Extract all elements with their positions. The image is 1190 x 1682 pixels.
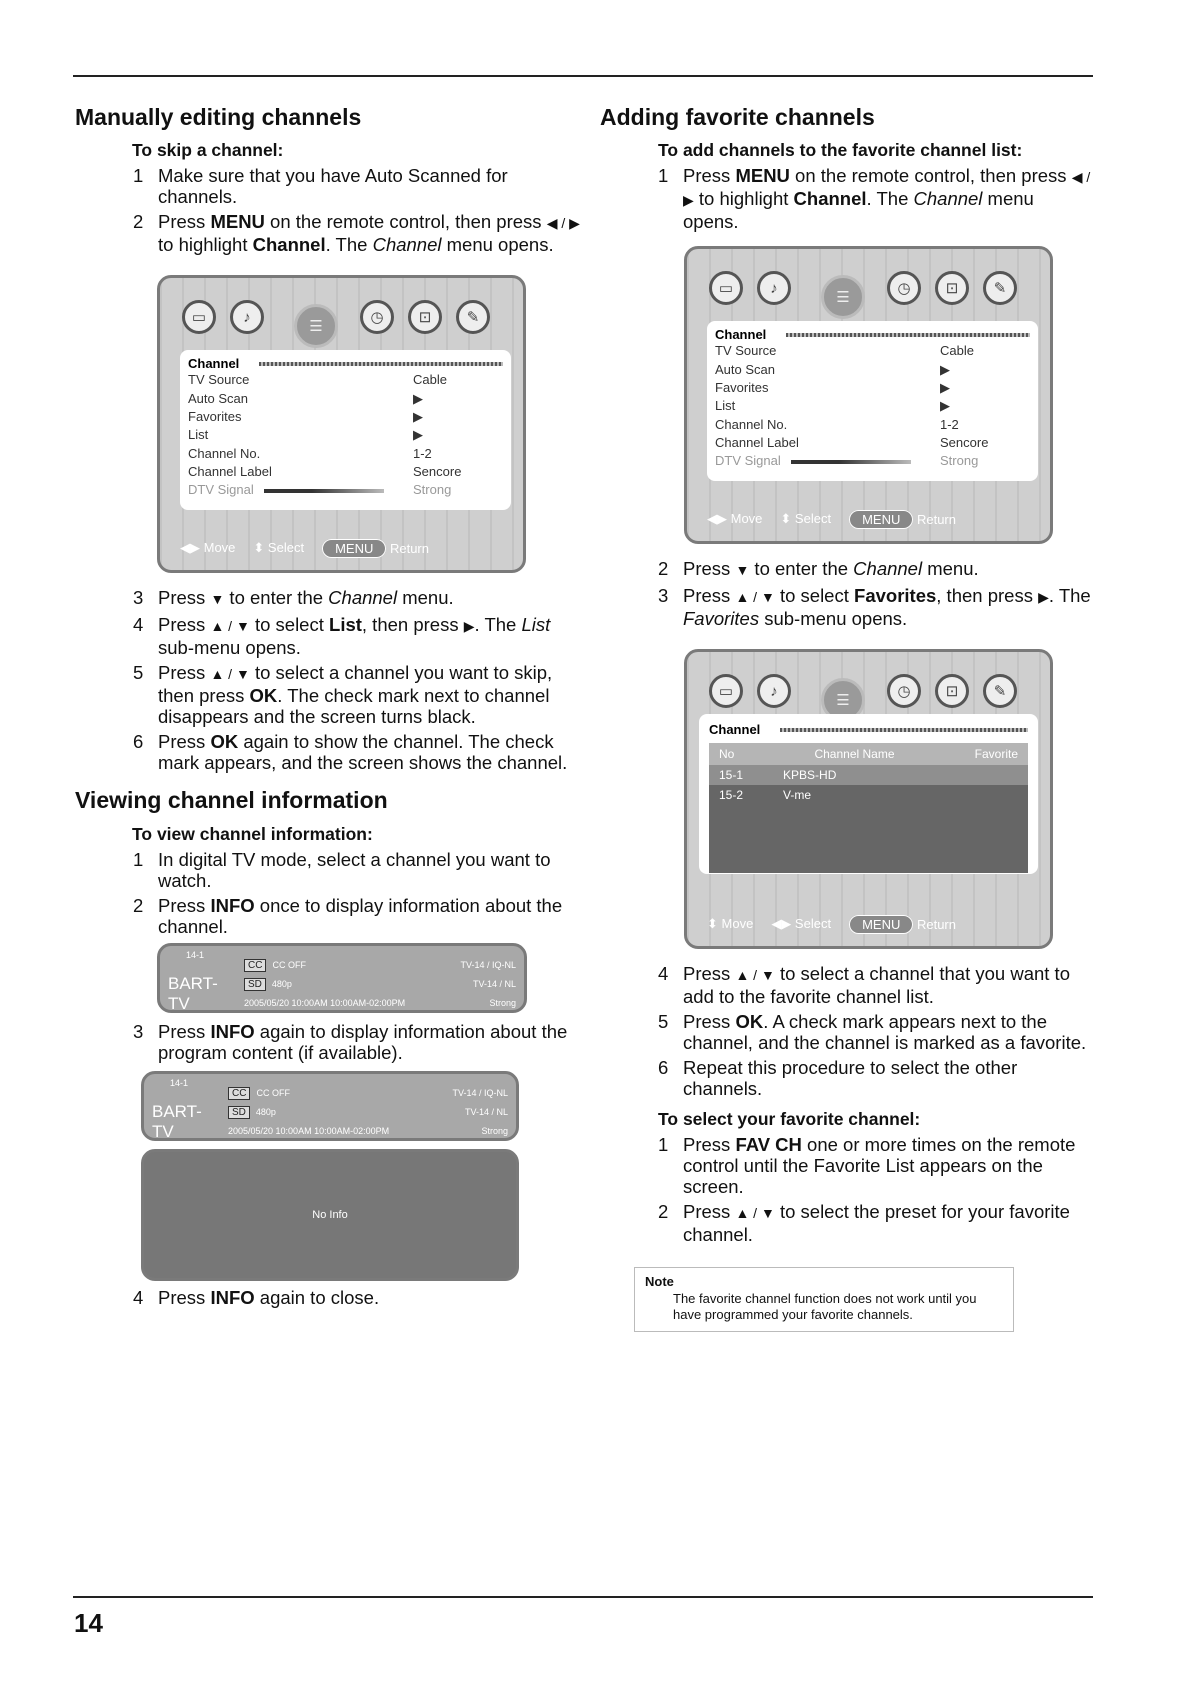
step-text: Press ▼ to enter the Channel menu.: [683, 558, 979, 580]
hint-return: MENU Return: [849, 917, 956, 932]
note-title: Note: [645, 1274, 674, 1290]
favorites-header: [709, 743, 1028, 765]
hint-select: ⬍ Select: [253, 540, 305, 556]
note-box: [634, 1267, 1014, 1332]
hint-select-vert: ⬍ Move: [707, 916, 754, 932]
step-item: [133, 614, 580, 658]
steps-info-a: [75, 849, 580, 937]
menu-row[interactable]: Channel Label Sencore: [188, 463, 462, 479]
step-number: 3: [133, 1020, 144, 1042]
menu-row[interactable]: Channel Label Sencore: [715, 434, 989, 450]
step-item: [658, 1057, 1093, 1099]
step-number: 1: [658, 1134, 669, 1156]
step-number: 3: [658, 585, 669, 607]
heading-manually-editing: Manually editing channels: [75, 104, 362, 130]
clock-icon: ◷: [360, 300, 394, 334]
note-body: The favorite channel function does not work until you have programmed your favorite channels.: [673, 1291, 977, 1323]
favorites-row[interactable]: 15-1 KPBS-HD: [709, 765, 1028, 785]
info-lines: CC CC OFF TV-14 / IQ-NL SD 480p TV-14 / NL 2005/05/20 10:00AM 10:00AM-02:00PM Strong: [244, 959, 516, 1009]
step-number: 2: [133, 211, 144, 233]
steps-fav-c: [600, 963, 1093, 1099]
menu-row[interactable]: Channel No. 1-2: [188, 445, 432, 461]
menu-title: Channel: [715, 327, 1030, 342]
step-item: [658, 963, 1093, 1007]
step-text: Press ▼ to enter the Channel menu.: [158, 587, 454, 609]
step-item: [658, 165, 1093, 232]
step-item: [658, 1201, 1093, 1245]
channel-icon: ☰: [821, 275, 865, 319]
menu-title: Channel: [188, 356, 503, 371]
step-number: 2: [133, 894, 144, 916]
hint-select-horiz: ◀▶ Select: [771, 916, 832, 932]
menu-row[interactable]: Favorites ▶: [188, 409, 423, 425]
channel-menu-screenshot-2: [684, 246, 1053, 544]
steps-skip-b: [75, 587, 580, 773]
step-item: [133, 1021, 580, 1063]
picture-icon: ▭: [709, 674, 743, 708]
step-number: 5: [133, 662, 144, 684]
step-number: 4: [133, 614, 144, 636]
step-item: [133, 731, 580, 773]
steps-info-b: [75, 1021, 580, 1063]
setup-icon: ✎: [983, 271, 1017, 305]
step-text: In digital TV mode, select a channel you want to watch.: [158, 848, 551, 891]
step-number: 4: [658, 963, 669, 985]
step-text: Press OK. A check mark appears next to the channel, and the channel is marked as a favorite.: [683, 1011, 1087, 1054]
step-text: Press ▲ / ▼ to select a channel you want to skip, then press OK. The check mark next to channel disappears and the screen turns black.: [158, 662, 553, 728]
step-item: [133, 1287, 580, 1308]
lock-icon: ⊡: [935, 271, 969, 305]
step-item: [658, 1134, 1093, 1197]
step-item: [658, 558, 1093, 581]
step-text: Repeat this procedure to select the other channels.: [683, 1057, 1018, 1100]
menu-row[interactable]: List ▶: [715, 398, 950, 414]
step-item: [133, 895, 580, 937]
menu-icon-row-3: [709, 674, 1028, 714]
info-channel-block: 14-1 BART-TV: [152, 1077, 202, 1141]
step-text: Press ▲ / ▼ to select a channel that you want to add to the favorite channel list.: [683, 963, 1070, 1008]
steps-info-c: [75, 1287, 580, 1308]
channel-icon: ☰: [294, 304, 338, 348]
menu-row[interactable]: Favorites ▶: [715, 380, 950, 396]
step-text: Press ▲ / ▼ to select Favorites, then press ▶. The Favorites sub-menu opens.: [683, 585, 1091, 630]
menu-icon-row-2: [709, 271, 1028, 311]
menu-row-signal: DTV Signal Strong: [715, 453, 979, 469]
col-favorite: Favorite: [974, 747, 1018, 762]
menu-row[interactable]: Channel No. 1-2: [715, 416, 959, 432]
step-text: Press ▲ / ▼ to select the preset for your favorite channel.: [683, 1201, 1070, 1246]
step-item: [133, 165, 580, 207]
steps-fav-a: [600, 165, 1093, 232]
audio-icon: ♪: [757, 674, 791, 708]
channel-menu-panel: [180, 350, 511, 510]
step-text: Press OK again to show the channel. The check mark appears, and the screen shows the channel.: [158, 731, 568, 774]
step-number: 4: [133, 1286, 144, 1308]
setup-icon: ✎: [983, 674, 1017, 708]
step-number: 2: [658, 1201, 669, 1223]
picture-icon: ▭: [709, 271, 743, 305]
right-column: [600, 104, 1093, 1332]
no-info-panel: [141, 1149, 519, 1281]
heading-viewing-info: Viewing channel information: [75, 787, 388, 814]
top-rule: [73, 75, 1093, 77]
steps-skip-a: [75, 165, 580, 255]
menu-row[interactable]: Auto Scan ▶: [188, 390, 423, 406]
menu-row-signal: DTV Signal Strong: [188, 482, 452, 498]
favorites-hint-bar: [707, 916, 1030, 932]
step-number: 2: [658, 558, 669, 580]
no-info-text: No Info: [312, 1208, 348, 1221]
channel-info-banner-2: [141, 1071, 519, 1141]
menu-row[interactable]: Auto Scan ▶: [715, 361, 950, 377]
step-text: Press MENU on the remote control, then press ◀ / ▶ to highlight Channel. The Channel menu opens.: [158, 211, 580, 256]
hint-move: ◀▶ Move: [180, 540, 236, 556]
left-column: [75, 104, 580, 1312]
heading-adding-favorites: Adding favorite channels: [600, 104, 875, 130]
step-number: 6: [133, 731, 144, 753]
steps-fav-2: [600, 1134, 1093, 1245]
favorites-row[interactable]: 15-2 V-me: [719, 788, 812, 803]
step-text: Make sure that you have Auto Scanned for channels.: [158, 165, 508, 208]
menu-row[interactable]: TV Source Cable: [188, 372, 447, 388]
step-text: Press INFO again to close.: [158, 1286, 380, 1308]
step-number: 5: [658, 1011, 669, 1033]
bottom-rule: [73, 1596, 1093, 1598]
picture-icon: ▭: [182, 300, 216, 334]
audio-icon: ♪: [230, 300, 264, 334]
col-no: No: [719, 747, 735, 762]
favorites-menu-screenshot: [684, 649, 1053, 949]
subheading-add-favorites: To add channels to the favorite channel list:: [658, 140, 1023, 161]
step-item: [658, 585, 1093, 629]
step-text: Press INFO once to display information about the channel.: [158, 894, 563, 937]
favorites-title: Channel: [709, 722, 1028, 737]
subheading-view-info: To view channel information:: [132, 823, 373, 844]
step-item: [133, 662, 580, 727]
menu-hint-bar: [180, 540, 503, 556]
col-channel-name: Channel Name: [814, 747, 895, 762]
step-number: 1: [658, 165, 669, 187]
steps-fav-b: [600, 558, 1093, 629]
menu-hint-bar-2: [707, 511, 1030, 527]
info-lines: CC CC OFF TV-14 / IQ-NL SD 480p TV-14 / NL 2005/05/20 10:00AM 10:00AM-02:00PM Strong: [228, 1087, 508, 1137]
lock-icon: ⊡: [935, 674, 969, 708]
clock-icon: ◷: [887, 271, 921, 305]
menu-row[interactable]: TV Source Cable: [715, 343, 974, 359]
step-text: Press FAV CH one or more times on the remote control until the Favorite List appears on the screen.: [683, 1134, 1076, 1198]
step-number: 1: [133, 848, 144, 870]
hint-select: ⬍ Select: [780, 511, 832, 527]
step-text: Press ▲ / ▼ to select List, then press ▶. The List sub-menu opens.: [158, 614, 551, 659]
step-item: [133, 587, 580, 610]
step-number: 1: [133, 165, 144, 187]
page-number: 14: [74, 1608, 103, 1638]
audio-icon: ♪: [757, 271, 791, 305]
setup-icon: ✎: [456, 300, 490, 334]
step-item: [133, 211, 580, 255]
step-text: Press MENU on the remote control, then press ◀ / ▶ to highlight Channel. The Channel menu opens.: [683, 165, 1091, 233]
channel-menu-screenshot: [157, 275, 526, 573]
lock-icon: ⊡: [408, 300, 442, 334]
info-channel-block: 14-1 BART-TV: [168, 949, 218, 1013]
hint-return: MENU Return: [849, 512, 956, 527]
channel-info-banner: [157, 943, 527, 1013]
subheading-skip-channel: To skip a channel:: [132, 140, 284, 161]
step-number: 6: [658, 1057, 669, 1079]
hint-move: ◀▶ Move: [707, 511, 763, 527]
step-number: 3: [133, 587, 144, 609]
step-text: Press INFO again to display information about the program content (if available).: [158, 1020, 568, 1063]
step-item: [133, 849, 580, 891]
channel-menu-panel-2: [707, 321, 1038, 481]
menu-icon-row: [182, 300, 501, 340]
clock-icon: ◷: [887, 674, 921, 708]
menu-row[interactable]: List ▶: [188, 427, 423, 443]
channel-icon: ☰: [821, 678, 865, 722]
step-item: [658, 1011, 1093, 1053]
favorites-table: [709, 765, 1028, 873]
subheading-select-favorite: To select your favorite channel:: [658, 1109, 921, 1130]
favorites-list-panel: [699, 714, 1038, 874]
hint-return: MENU Return: [322, 541, 429, 556]
